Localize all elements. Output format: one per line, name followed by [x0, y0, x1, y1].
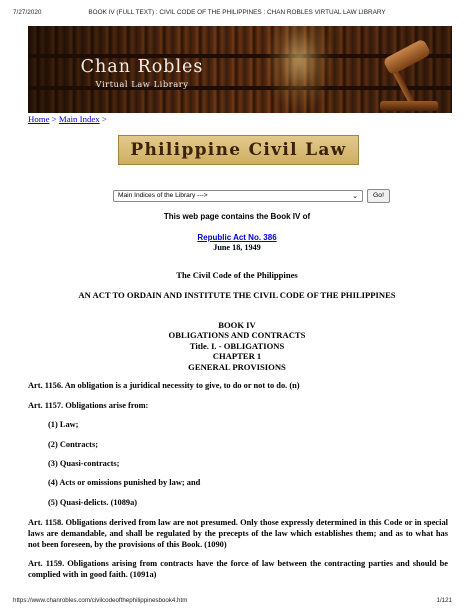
print-url: https://www.chanrobles.com/civilcodeofthephilippinesbook4.htm — [13, 597, 188, 604]
article-1157: Art. 1157. Obligations arise from: — [28, 401, 149, 410]
chapter-title: GENERAL PROVISIONS — [188, 361, 286, 372]
chapter-number: CHAPTER 1 — [212, 351, 262, 362]
gavel-block-icon — [380, 101, 438, 111]
title-heading: Title. I. - OBLIGATIONS — [189, 340, 285, 351]
breadcrumb-separator: > — [101, 114, 107, 124]
print-footer — [0, 597, 474, 611]
republic-act-link[interactable]: Republic Act No. 386 — [197, 233, 277, 242]
home-link[interactable]: Home — [28, 114, 50, 124]
print-date: 7/27/2020 — [13, 9, 42, 16]
print-page-title: BOOK IV (FULL TEXT) : CIVIL CODE OF THE PHILIPPINES : CHAN ROBLES VIRTUAL LAW LIBRARY — [88, 9, 386, 16]
gavel-icon — [382, 38, 431, 75]
list-item: (2) Contracts; — [48, 440, 99, 449]
breadcrumb — [28, 114, 107, 124]
book-heading — [0, 320, 474, 372]
book-title: OBLIGATIONS AND CONTRACTS — [168, 330, 306, 341]
breadcrumb-separator: > — [51, 114, 57, 124]
article-1159: Art. 1159. Obligations arising from contracts have the force of law between the contracting parties and should be complied with in good faith. (1091a) — [28, 559, 448, 579]
book-number: BOOK IV — [218, 320, 256, 330]
chevron-down-icon: ⌄ — [352, 192, 358, 200]
act-title: AN ACT TO ORDAIN AND INSTITUTE THE CIVIL CODE OF THE PHILIPPINES — [78, 290, 396, 300]
page-count: 1/121 — [436, 597, 452, 604]
select-value: Main Indices of the Library ---> — [118, 192, 208, 199]
library-index-select[interactable] — [113, 190, 363, 202]
list-item: (4) Acts or omissions punished by law; and — [48, 478, 201, 487]
print-header — [0, 0, 474, 22]
list-item: (1) Law; — [48, 420, 79, 429]
lamp-glow-decoration — [264, 26, 334, 113]
go-button[interactable]: Go! — [367, 189, 390, 203]
intro-text: This web page contains the Book IV of — [163, 212, 311, 221]
philippine-civil-law-logo[interactable] — [118, 135, 359, 165]
main-index-link[interactable]: Main Index — [58, 114, 100, 124]
republic-act-link-container — [0, 233, 474, 242]
brand-name: Chan Robles — [80, 57, 204, 77]
code-title: The Civil Code of the Philippines — [176, 270, 298, 280]
act-date: June 18, 1949 — [213, 243, 261, 252]
index-navigator — [113, 189, 390, 202]
article-1158: Art. 1158. Obligations derived from law are not presumed. Only those expressly determined in this Code or in special laws are demandable, and shall be regulated by the precepts of the law which establishes them; and as to what has not been foreseen, by the provisions of this Book. (1090) — [28, 518, 448, 549]
site-banner[interactable] — [28, 26, 452, 113]
brand-subtitle: Virtual Law Library — [95, 79, 189, 89]
article-1156: Art. 1156. An obligation is a juridical necessity to give, to do or not to do. (n) — [28, 381, 300, 390]
site-logo — [72, 57, 212, 89]
list-item: (5) Quasi-delicts. (1089a) — [48, 498, 138, 507]
logo-text: Philippine Civil Law — [130, 140, 347, 160]
list-item: (3) Quasi-contracts; — [48, 459, 120, 468]
